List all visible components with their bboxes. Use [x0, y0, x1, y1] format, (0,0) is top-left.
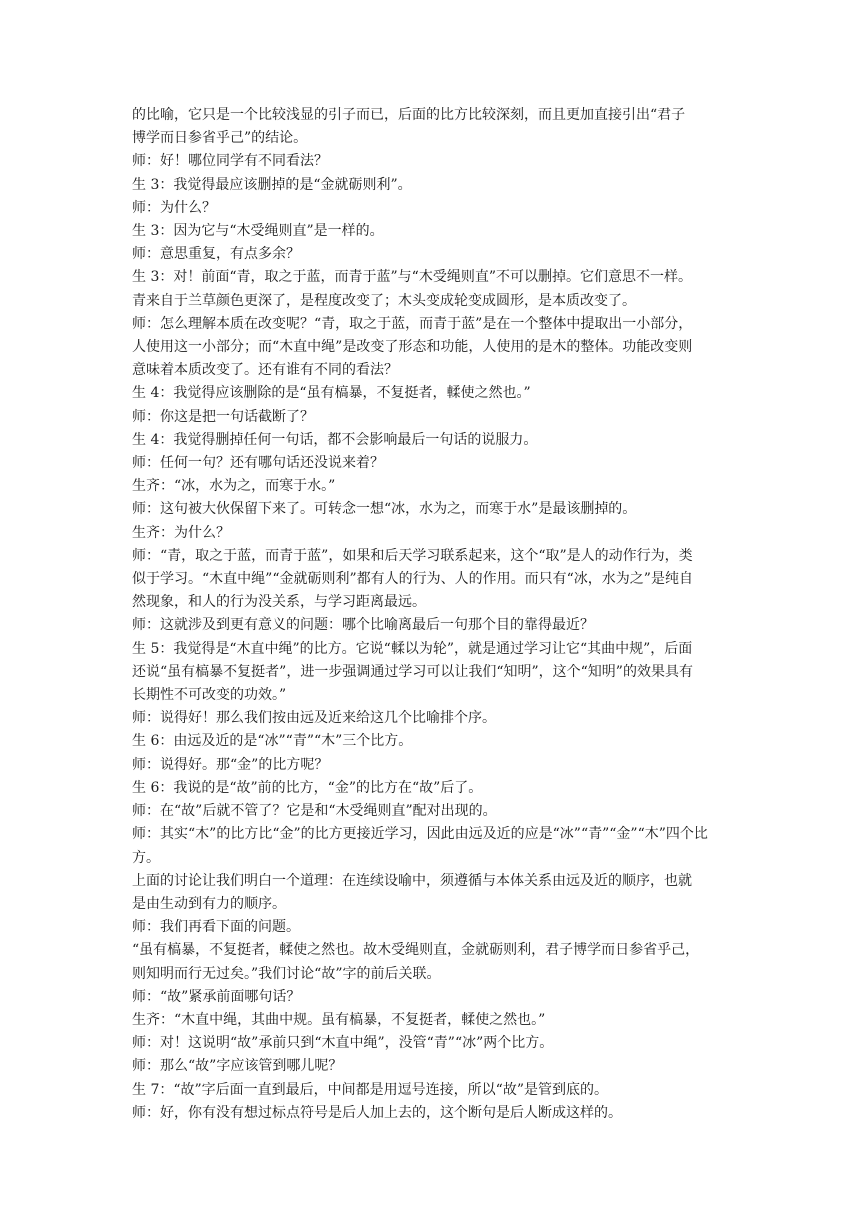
- text-line: 师：其实“木”的比方比“金”的比方更接近学习，因此由远及近的应是“冰”“青”“金”“木”四个比: [132, 826, 708, 843]
- text-line: 意味着本质改变了。还有谁有不同的看法？: [132, 362, 398, 379]
- text-line: 上面的讨论让我们明白一个道理：在连续设喻中，须遵循与本体关系由远及近的顺序，也就: [132, 872, 692, 889]
- text-line: 师：这句被大伙保留下来了。可转念一想“冰，水为之，而寒于水”是最该删掉的。: [132, 501, 637, 518]
- text-line: 师：为什么？: [132, 199, 216, 216]
- text-line: 师：你这是把一句话截断了？: [132, 408, 314, 425]
- text-line: 生 6：由远及近的是“冰”“青”“木”三个比方。: [132, 733, 413, 750]
- text-line: 师：这就涉及到更有意义的问题：哪个比喻离最后一句那个目的靠得最近？: [132, 617, 594, 634]
- text-line: 师：好，你有没有想过标点符号是后人加上去的，这个断句是后人断成这样的。: [132, 1104, 622, 1121]
- text-line: 师：任何一句？还有哪句话还没说来着？: [132, 455, 384, 472]
- text-line: 的比喻，它只是一个比较浅显的引子而已，后面的比方比较深刻，而且更加直接引出“君子: [132, 107, 686, 123]
- text-line: 师：“故”紧承前面哪句话？: [132, 988, 301, 1005]
- text-line: 生 3：因为它与“木受绳则直”是一样的。: [132, 223, 384, 240]
- text-line: 然现象，和人的行为没关系，与学习距离最远。: [132, 594, 426, 611]
- text-line: 师：怎么理解本质在改变呢？“青，取之于蓝，而青于蓝”是在一个整体中提取出一小部分，: [132, 315, 693, 332]
- text-line: 生 5：我觉得是“木直中绳”的比方。它说“輮以为轮”，就是通过学习让它“其曲中规”，后面: [132, 640, 693, 657]
- text-line: 则知明而行无过矣。”我们讨论“故”字的前后关联。: [132, 965, 441, 982]
- text-line: 似于学习。“木直中绳”“金就砺则利”都有人的行为、人的作用。而只有“冰，水为之”是纯自: [132, 571, 693, 588]
- text-line: 生 3：我觉得最应该删掉的是“金就砺则利”。: [132, 176, 412, 193]
- text-line: 师：我们再看下面的问题。: [132, 919, 300, 936]
- text-line: 师：说得好！那么我们按由远及近来给这几个比喻排个序。: [132, 710, 496, 727]
- text-line: 生 6：我说的是“故”前的比方，“金”的比方在“故”后了。: [132, 779, 483, 796]
- text-line: 还说“虽有槁暴不复挺者”，进一步强调通过学习可以让我们“知明”，这个“知明”的效果具有: [132, 663, 693, 680]
- text-line: 生 3：对！前面“青，取之于蓝，而青于蓝”与“木受绳则直”不可以删掉。它们意思不一样。: [132, 269, 692, 286]
- text-line: 师：意思重复，有点多余？: [132, 246, 300, 263]
- text-line: 师：那么“故”字应该管到哪儿呢？: [132, 1058, 343, 1075]
- text-line: 师：对！这说明“故”承前只到“木直中绳”，没管“青”“冰”两个比方。: [132, 1035, 554, 1052]
- text-line: 长期性不可改变的功效。”: [132, 687, 287, 704]
- text-line: “虽有槁暴，不复挺者，輮使之然也。故木受绳则直，金就砺则利，君子博学而日参省乎己，: [132, 942, 700, 959]
- text-line: 师：说得好。那“金”的比方呢？: [132, 756, 329, 773]
- text-line: 生齐：“木直中绳，其曲中规。虽有槁暴，不复挺者，輮使之然也。”: [132, 1011, 546, 1028]
- document-body: [132, 104, 732, 1125]
- text-line: 生 4：我觉得删掉任何一句话，都不会影响最后一句话的说服力。: [132, 431, 538, 448]
- text-line: 人使用这一小部分；而“木直中绳”是改变了形态和功能，人使用的是木的整体。功能改变则: [132, 339, 693, 356]
- text-line: 方。: [132, 849, 160, 866]
- text-line: 青来自于兰草颜色更深了，是程度改变了；木头变成轮变成圆形，是本质改变了。: [132, 292, 636, 309]
- text-line: 是由生动到有力的顺序。: [132, 895, 286, 912]
- text-line: 师：“青，取之于蓝，而青于蓝”，如果和后天学习联系起来，这个“取”是人的动作行为，类: [132, 547, 693, 564]
- text-line: 师：在“故”后就不管了？它是和“木受绳则直”配对出现的。: [132, 803, 497, 820]
- text-line: 生 7：“故”字后面一直到最后，中间都是用逗号连接，所以“故”是管到底的。: [132, 1081, 608, 1098]
- text-line: 生齐：“冰，水为之，而寒于水。”: [132, 478, 336, 495]
- text-line: 博学而日参省乎己”的结论。: [132, 130, 308, 147]
- text-line: 生 4：我觉得应该删除的是“虽有槁暴，不复挺者，輮使之然也。”: [132, 385, 531, 402]
- text-line: 师：好！哪位同学有不同看法？: [132, 153, 328, 170]
- text-line: 生齐：为什么？: [132, 524, 230, 541]
